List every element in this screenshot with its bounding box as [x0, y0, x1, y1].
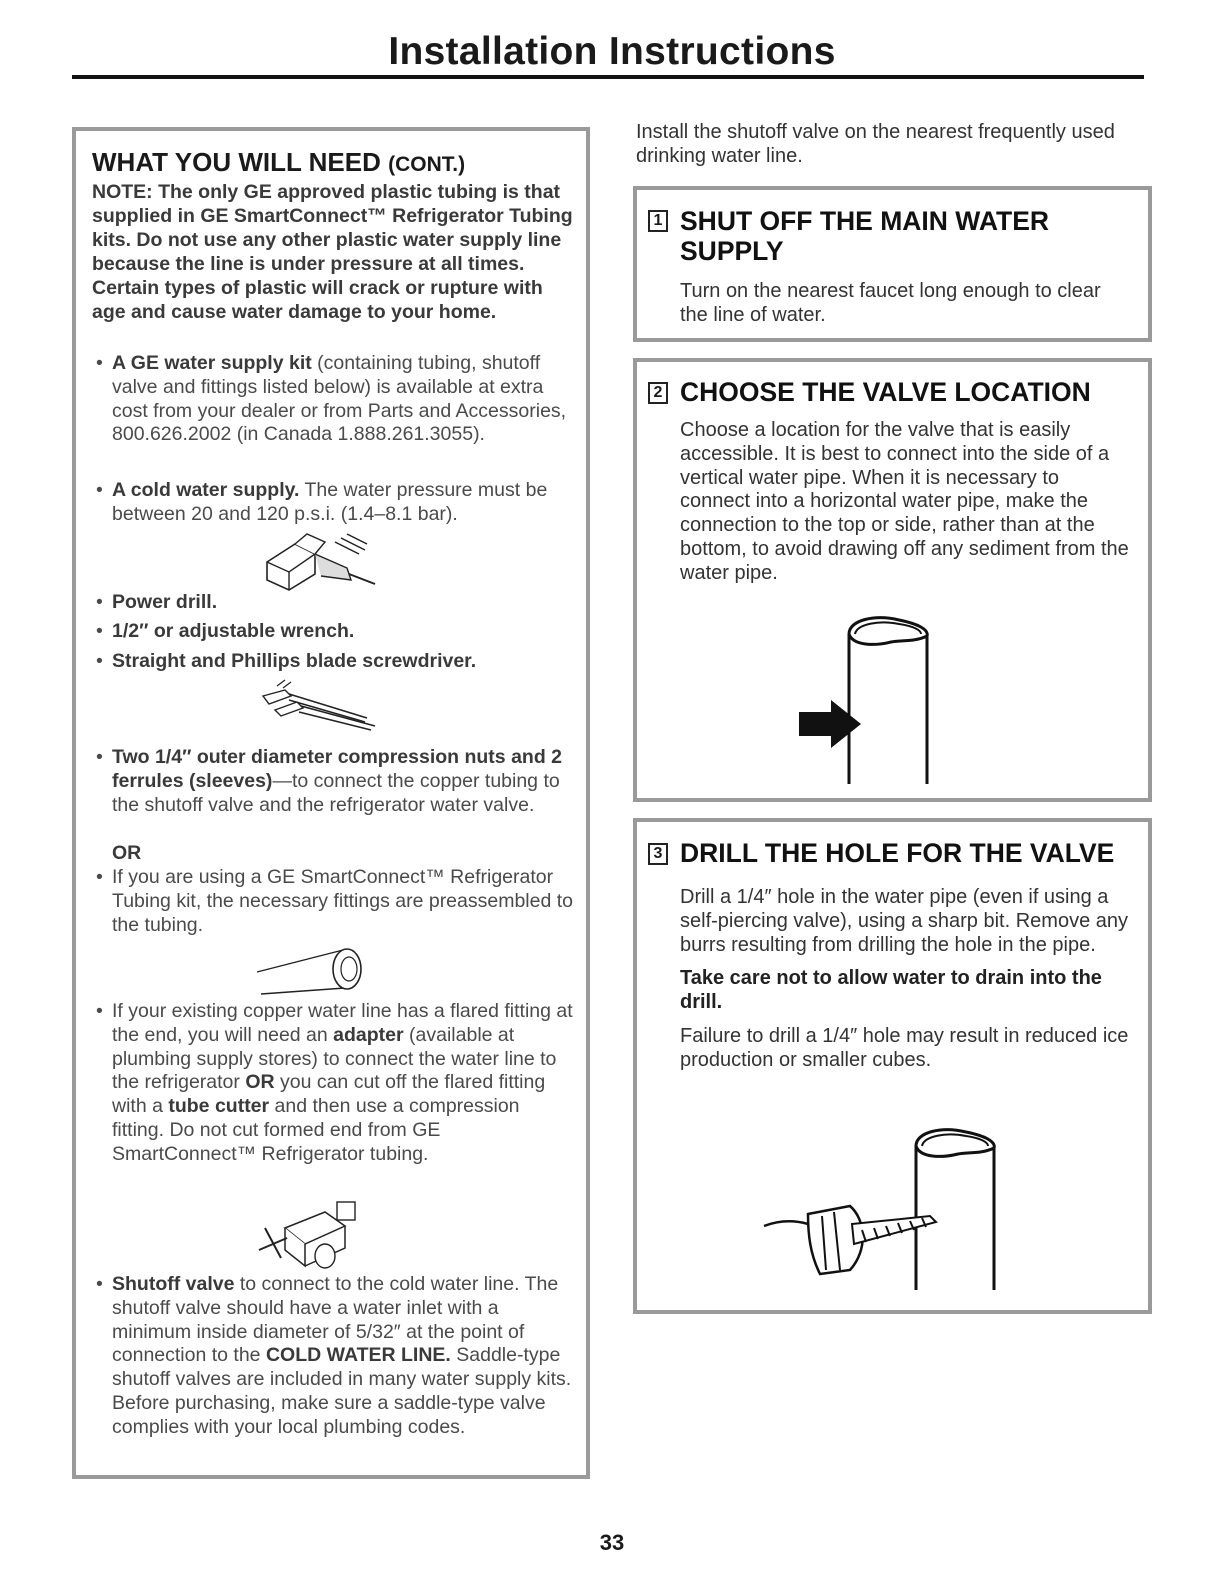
step-2-body: Choose a location for the valve that is easily accessible. It is best to connect into the side of a vertical water pipe. When it is necessary to connect into a horizontal water pipe, make the connection to the top or side, rather than at the bottom, to avoid drawing off any sediment from the water pipe. — [680, 419, 1129, 584]
heading-suffix: (CONT.) — [388, 153, 466, 176]
page-number: 33 — [599, 1530, 625, 1555]
step-1-body: Turn on the nearest faucet long enough to clear the line of water. — [680, 280, 1101, 326]
list-item-flared-fitting: • If your existing copper water line has a flared fitting at the end, you will need an adapter (available at plumbing supply stores) to connect the water line to the refrigerator OR you can cut off the flared fitting with a tube cutter and then use a compression fitting. Do not cut formed end from GE SmartConnect™ Refrigerator tubing. — [96, 1000, 573, 1165]
drilling-pipe-illustration — [750, 1124, 1010, 1294]
or-label: OR — [112, 842, 142, 864]
step-3-heading: DRILL THE HOLE FOR THE VALVE — [680, 838, 1115, 868]
step-2-number: 2 — [648, 382, 668, 404]
list-item-water-supply-kit: • A GE water supply kit (containing tubing, shutoff valve and fittings listed below) is available at extra cost from your dealer or from Parts and Accessories, 800.626.2002 (in Canada 1.888.261.3055). — [96, 352, 567, 446]
tubing-end-illustration — [255, 942, 375, 1002]
intro-text: Install the shutoff valve on the nearest frequently used drinking water line. — [636, 121, 1115, 167]
page-title: Installation Instructions — [388, 30, 836, 73]
heading-text: WHAT YOU WILL NEED — [92, 147, 381, 177]
list-item-wrench: • 1/2″ or adjustable wrench. — [96, 620, 355, 642]
shutoff-valve-illustration — [255, 1198, 375, 1276]
step-3-warning: Take care not to allow water to drain into the drill. — [680, 967, 1102, 1014]
vertical-pipe-illustration — [795, 612, 945, 792]
step-1-heading: SHUT OFF THE MAIN WATER SUPPLY — [680, 206, 1050, 266]
list-item-shutoff-valve: • Shutoff valve to connect to the cold water line. The shutoff valve should have a water inlet with a minimum inside diameter of 5/32″ at the point of connection to the COLD WATER LINE. Saddle-type shutoff valves are included in many water supply kits. Before purchasing, make sure a saddle-type valve complies with your local plumbing codes. — [96, 1273, 572, 1438]
step-1-number: 1 — [648, 210, 668, 232]
step-3-body: Drill a 1/4″ hole in the water pipe (even if using a self-piercing valve), using a sharp bit. Remove any burrs resulting from drilling the hole in the pipe. Take care not to allow water to drain into the drill. Failure to drill a 1/4″ hole may result in reduced ice production or smaller cubes. — [680, 886, 1129, 1071]
step-2-heading: CHOOSE THE VALVE LOCATION — [680, 377, 1091, 407]
screwdrivers-illustration — [255, 678, 385, 733]
list-item-screwdriver: • Straight and Phillips blade screwdriver. — [96, 650, 477, 672]
what-you-need-heading — [92, 147, 465, 178]
step-3-number: 3 — [648, 843, 668, 865]
plastic-tubing-note: NOTE: The only GE approved plastic tubing is that supplied in GE SmartConnect™ Refrigerator Tubing kits. Do not use any other plastic water supply line because the line is under pressure at all times. Certain types of plastic will crack or rupture with age and cause water damage to your home. — [92, 181, 573, 323]
list-item-smartconnect-kit: • If you are using a GE SmartConnect™ Refrigerator Tubing kit, the necessary fittings are preassembled to the tubing. — [96, 866, 574, 936]
title-rule — [72, 75, 1144, 79]
list-item-cold-water-supply: • A cold water supply. The water pressure must be between 20 and 120 p.s.i. (1.4–8.1 bar). — [96, 479, 548, 525]
list-item-compression-nuts: • Two 1/4″ outer diameter compression nuts and 2 ferrules (sleeves)—to connect the copper tubing to the shutoff valve and the refrigerator water valve. — [96, 746, 562, 816]
list-item-power-drill: • Power drill. — [96, 591, 218, 613]
